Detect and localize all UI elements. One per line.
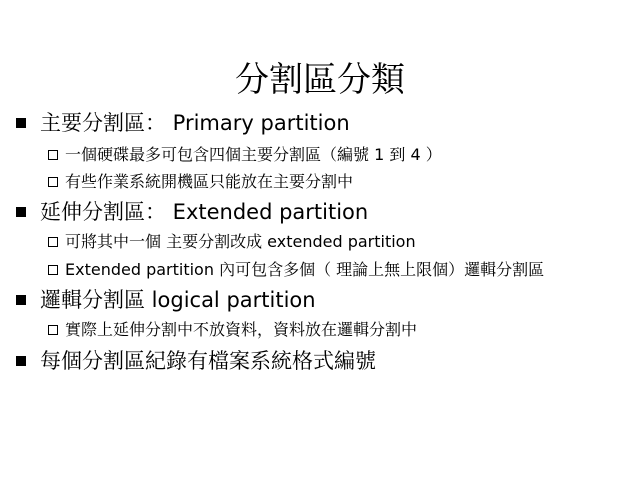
slide-title: 分割區分類 <box>235 60 405 100</box>
bullet-logical-partition <box>16 286 316 314</box>
bullet-primary-partition <box>16 109 350 137</box>
subbullet-text: Extended partition 內可包含多個（ 理論上無上限個）邏輯分割區 <box>65 260 545 279</box>
hollow-square-bullet-icon <box>48 265 58 275</box>
hollow-square-bullet-icon <box>48 150 58 160</box>
subbullet-data-in-logical <box>48 319 417 341</box>
bullet-extended-partition <box>16 198 368 226</box>
bullet-text: 邏輯分割區 logical partition <box>40 288 316 312</box>
subbullet-text: 一個硬碟最多可包含四個主要分割區（編號 1 到 4 ） <box>65 145 442 164</box>
square-bullet-icon <box>16 295 26 305</box>
subbullet-convert-extended <box>48 231 416 253</box>
square-bullet-icon <box>16 207 26 217</box>
subbullet-text: 實際上延伸分割中不放資料，資料放在邏輯分割中 <box>65 320 418 339</box>
subbullet-extended-contains-logical <box>48 259 544 281</box>
bullet-text: 延伸分割區： Extended partition <box>40 200 369 224</box>
hollow-square-bullet-icon <box>48 177 58 187</box>
subbullet-text: 可將其中一個 主要分割改成 extended partition <box>65 232 416 251</box>
bullet-text: 每個分割區紀錄有檔案系統格式編號 <box>40 349 376 373</box>
square-bullet-icon <box>16 118 26 128</box>
bullet-text: 主要分割區： Primary partition <box>40 111 350 135</box>
subbullet-max-four-primary <box>48 144 442 166</box>
hollow-square-bullet-icon <box>48 325 58 335</box>
subbullet-text: 有些作業系統開機區只能放在主要分割中 <box>65 172 354 191</box>
hollow-square-bullet-icon <box>48 237 58 247</box>
square-bullet-icon <box>16 356 26 366</box>
bullet-filesystem-id <box>16 347 376 375</box>
subbullet-boot-primary <box>48 171 353 193</box>
